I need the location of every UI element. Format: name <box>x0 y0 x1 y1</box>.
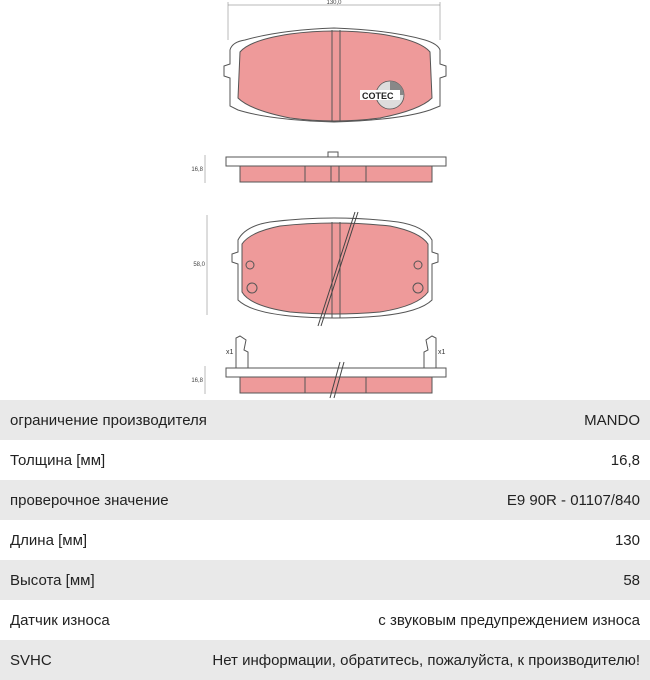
dimension-thickness-bottom: 16,8 <box>191 378 203 384</box>
spec-row <box>0 640 650 680</box>
spec-row <box>0 440 650 480</box>
pad-front-view <box>224 2 446 122</box>
clip-left-label: x1 <box>226 349 234 356</box>
spec-label: Датчик износа <box>10 611 110 629</box>
dimension-width: 130,0 <box>326 0 342 6</box>
specification-table <box>0 400 650 680</box>
spec-value: MANDO <box>584 411 640 429</box>
logo-text: COTEC <box>362 91 394 101</box>
spec-row <box>0 520 650 560</box>
spec-label: Высота [мм] <box>10 571 95 589</box>
spec-label: SVHC <box>10 651 52 669</box>
spec-value: 58 <box>623 571 640 589</box>
spec-label: Длина [мм] <box>10 531 88 549</box>
pad-side-view-top <box>205 152 446 183</box>
spec-label: проверочное значение <box>10 491 169 509</box>
pad-back-view <box>207 212 438 326</box>
spec-row <box>0 480 650 520</box>
dimension-thickness-top: 16,8 <box>191 167 203 173</box>
pad-side-view-bottom <box>205 336 446 398</box>
spec-value: 16,8 <box>610 451 640 469</box>
spec-row <box>0 400 650 440</box>
spec-label: ограничение производителя <box>10 411 207 429</box>
spec-row <box>0 600 650 640</box>
spec-value: 130 <box>614 531 640 549</box>
dimension-height: 58,0 <box>193 262 205 268</box>
spec-value: Нет информации, обратитесь, пожалуйста, к производителю! <box>212 651 640 669</box>
spec-value: E9 90R - 01107/840 <box>506 491 640 509</box>
spec-label: Толщина [мм] <box>10 451 106 469</box>
clip-right-label: x1 <box>438 349 446 356</box>
spec-row <box>0 560 650 600</box>
spec-value: с звуковым предупреждением износа <box>378 611 640 629</box>
